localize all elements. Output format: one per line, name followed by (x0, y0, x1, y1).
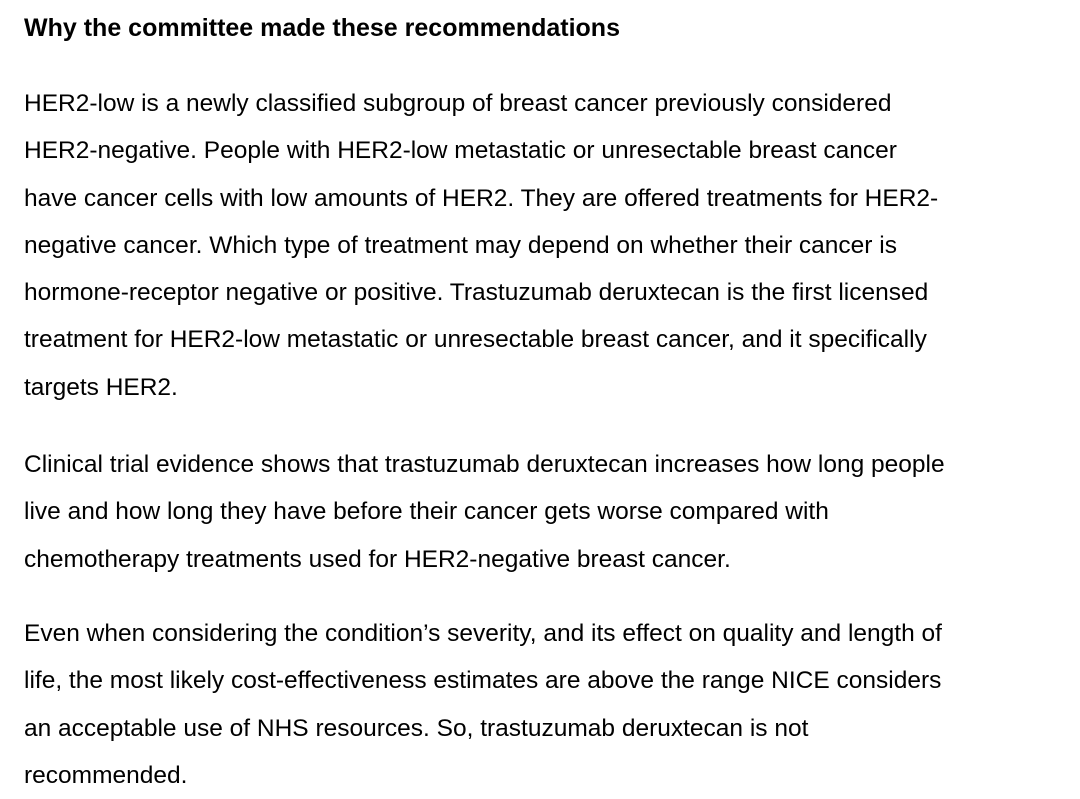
paragraph-line: life, the most likely cost-effectiveness estimates are above the range NICE considers (24, 667, 942, 695)
paragraph-line: HER2-low is a newly classified subgroup of breast cancer previously considered (24, 90, 892, 117)
paragraph-line: targets HER2. (24, 373, 178, 401)
section-heading: Why the committee made these recommendations (24, 14, 620, 42)
paragraph-her2-low-background (24, 80, 1069, 411)
paragraph-line: treatment for HER2-low metastatic or unresectable breast cancer, and it specifically (24, 326, 927, 354)
paragraph-line: have cancer cells with low amounts of HER2. They are offered treatments for HER2- (24, 184, 939, 212)
paragraph-line: an acceptable use of NHS resources. So, trastuzumab deruxtecan is not (24, 714, 809, 742)
paragraph-line: negative cancer. Which type of treatment may depend on whether their cancer is (24, 231, 897, 259)
paragraph-cost-effectiveness (24, 610, 1069, 799)
paragraph-line: live and how long they have before their cancer gets worse compared with (24, 498, 829, 526)
paragraph-line: hormone-receptor negative or positive. Trastuzumab deruxtecan is the first licensed (24, 279, 929, 307)
paragraph-line: recommended. (24, 761, 188, 789)
paragraph-clinical-evidence (24, 441, 1069, 583)
paragraph-line: chemotherapy treatments used for HER2-negative breast cancer. (24, 545, 731, 573)
paragraph-line: Even when considering the condition’s severity, and its effect on quality and length of (24, 620, 942, 647)
paragraph-line: HER2-negative. People with HER2-low metastatic or unresectable breast cancer (24, 137, 897, 165)
paragraph-line: Clinical trial evidence shows that trastuzumab deruxtecan increases how long people (24, 451, 945, 478)
